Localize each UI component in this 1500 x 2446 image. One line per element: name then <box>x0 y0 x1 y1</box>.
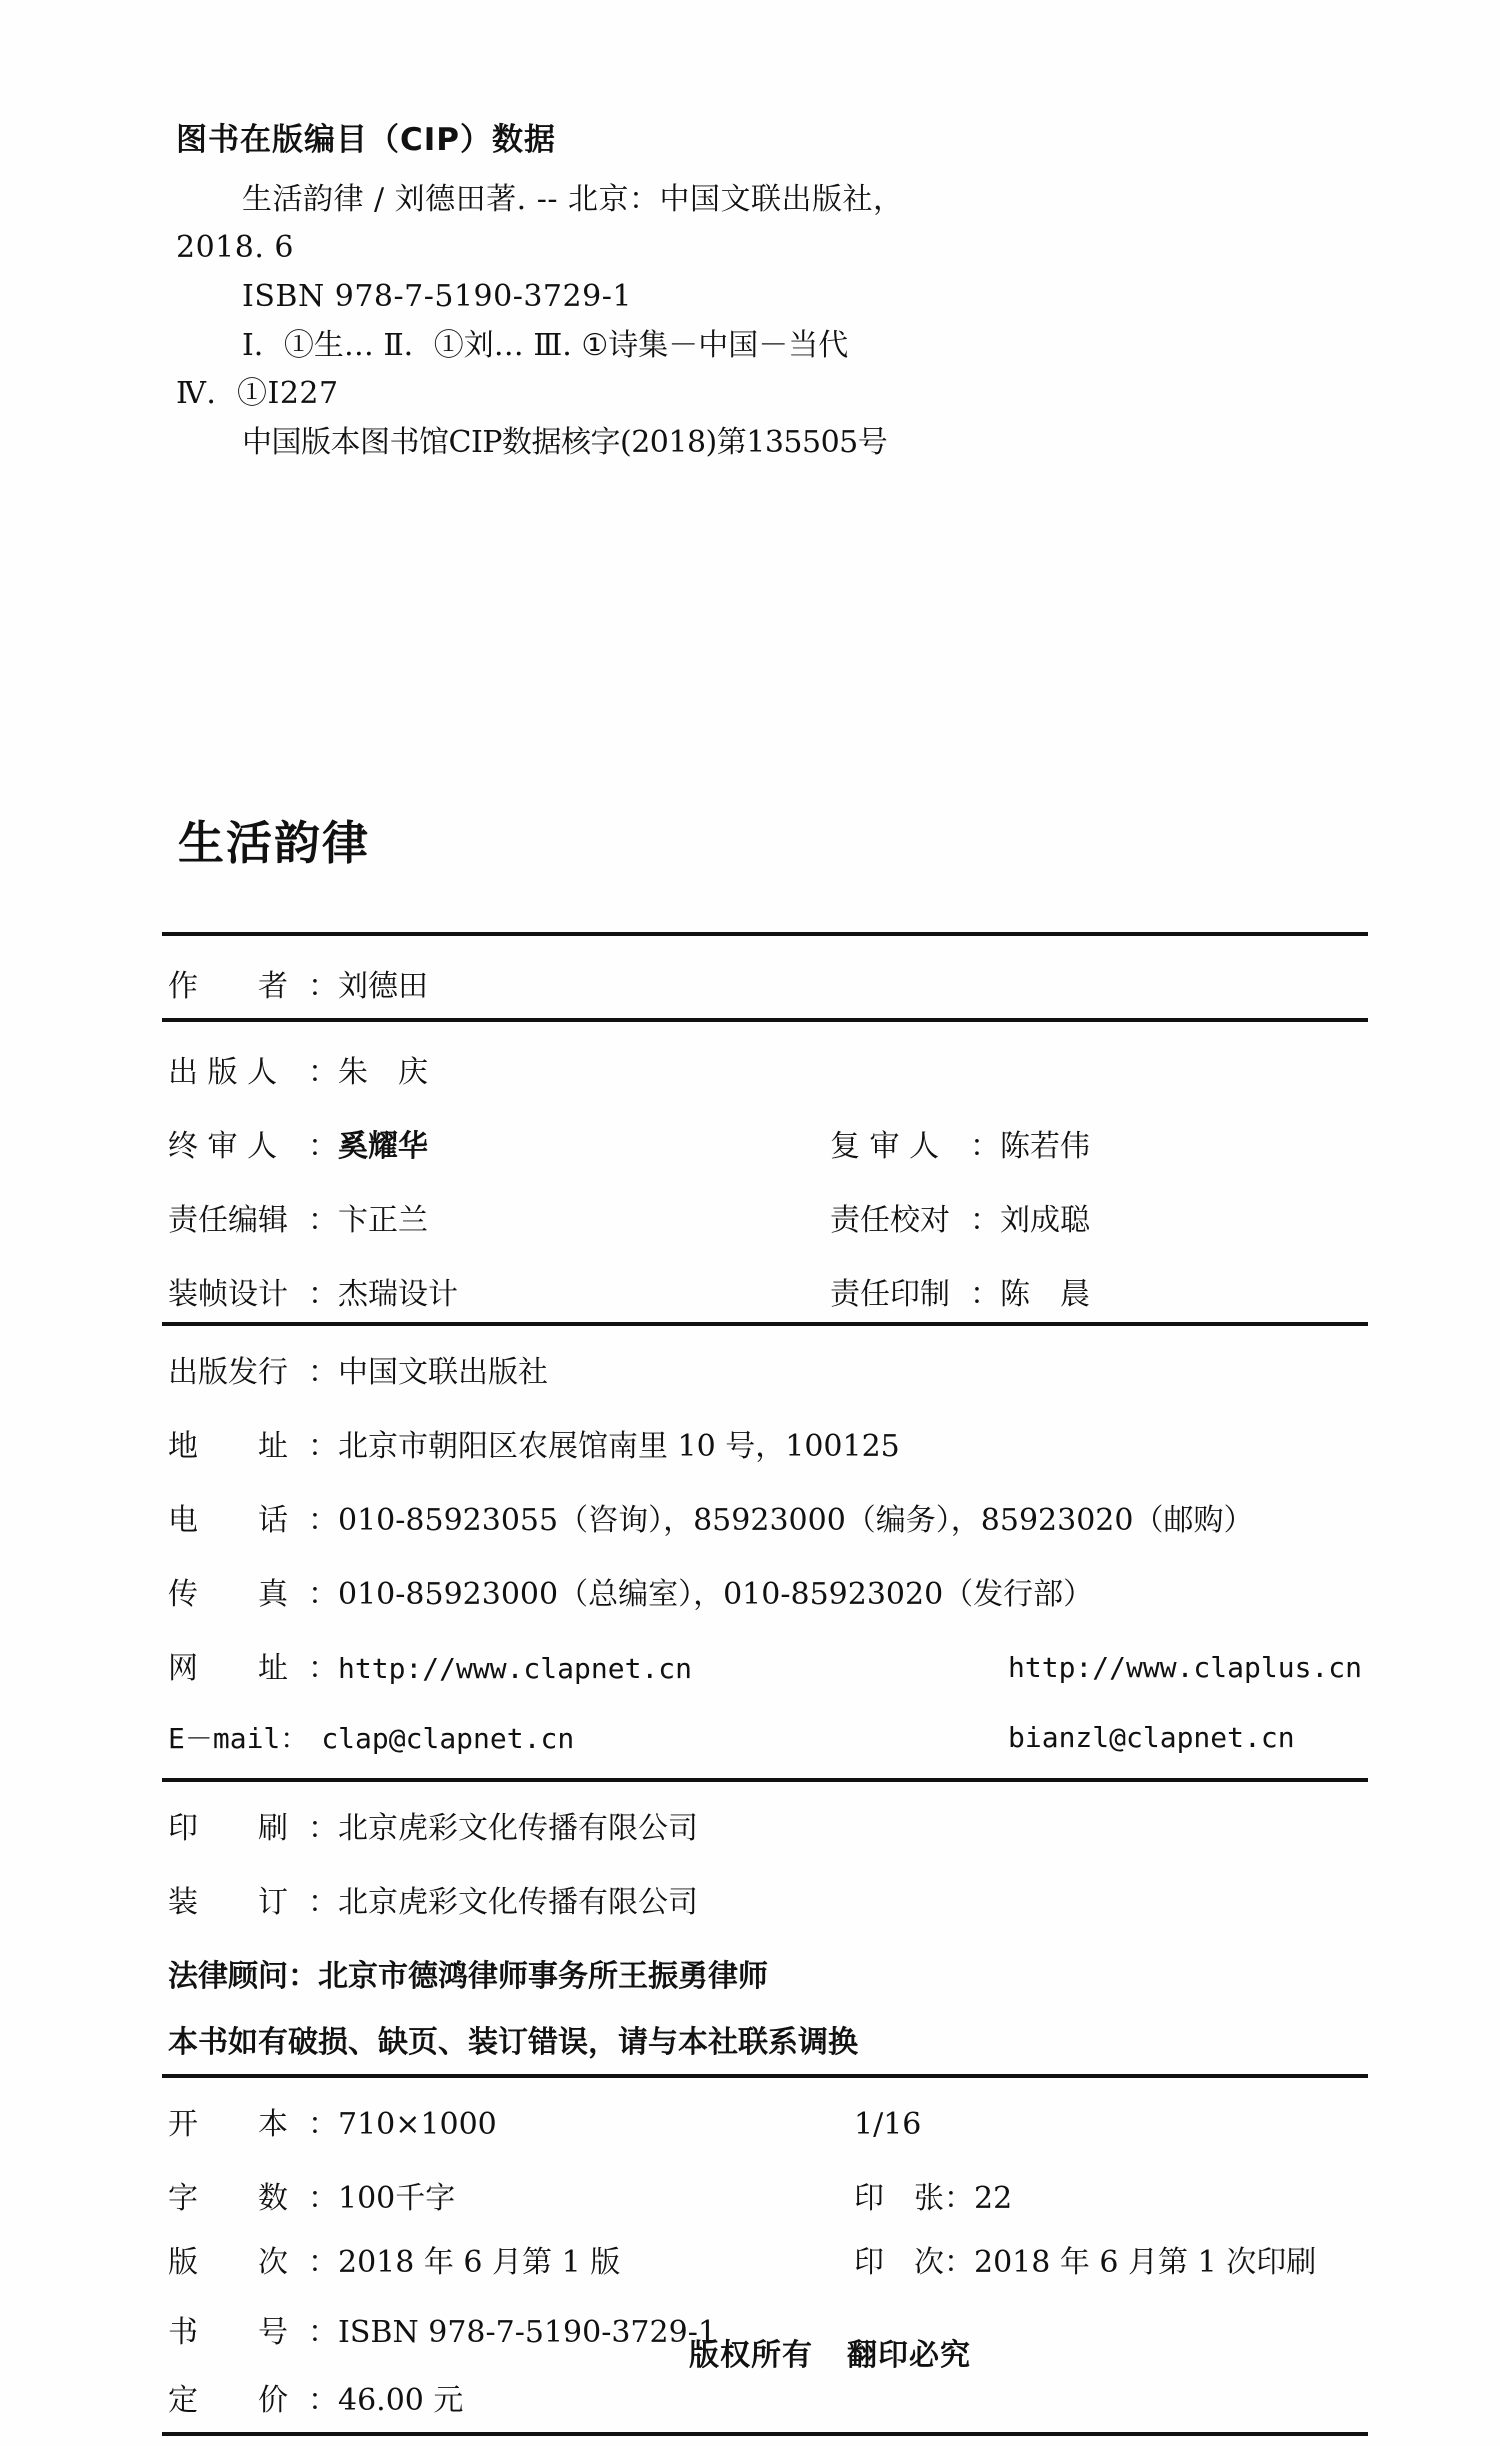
row-designer-printmanager: 装帧设计 ：杰瑞设计 责任印制 ：陈 晨 <box>168 1277 1090 1312</box>
row-price: 定 价 ：46.00 元 <box>168 2383 464 2418</box>
row-printer: 印 刷 ：北京虎彩文化传播有限公司 <box>168 1811 698 1846</box>
final-review-label: 终 审 人 <box>168 1129 278 1164</box>
proofreader-value: 刘成聪 <box>1000 1203 1090 1238</box>
email-label: E－mail <box>168 1722 281 1755</box>
row-wordcount: 字 数 ：100千字 印 张：22 <box>168 2181 1013 2216</box>
website-value-secondary[interactable]: http://www.claplus.cn <box>1008 1651 1363 1684</box>
cip-block <box>176 120 1356 467</box>
isbn-label: 书 号 <box>168 2315 288 2350</box>
impression-value: 2018 年 6 月第 1 次印刷 <box>974 2245 1317 2280</box>
cip-heading: 图书在版编目（CIP）数据 <box>176 122 557 158</box>
book-title: 生活韵律 <box>178 816 370 870</box>
phone-value: 010-85923055（咨询），85923000（编务），85923020（邮购） <box>338 1503 1254 1538</box>
second-review-label: 复 审 人 <box>830 1129 940 1164</box>
row-address: 地 址 ：北京市朝阳区农展馆南里 10 号，100125 <box>168 1429 900 1464</box>
edition-label: 版 次 <box>168 2245 288 2280</box>
author-value: 刘德田 <box>338 969 428 1004</box>
author-label: 作 者 <box>168 969 288 1004</box>
row-format: 开 本 ：710×1000 1/16 <box>168 2107 922 2142</box>
cip-classification-line-1: Ⅰ．①生… Ⅱ．①刘… Ⅲ. ①诗集－中国－当代 <box>242 327 849 363</box>
final-review-value: 奚耀华 <box>338 1129 428 1164</box>
publish-label: 出版发行 <box>168 1355 288 1390</box>
row-fax: 传 真 ：010-85923000（总编室），010-85923020（发行部） <box>168 1577 1094 1612</box>
reprint-prohibited-text: 翻印必究 <box>847 2338 971 2373</box>
exchange-note: 本书如有破损、缺页、装订错误，请与本社联系调换 <box>168 2025 858 2060</box>
copyright-reserved-text: 版权所有 <box>689 2338 813 2373</box>
row-binder: 装 订 ：北京虎彩文化传播有限公司 <box>168 1885 698 1920</box>
website-value-primary[interactable]: http://www.clapnet.cn <box>338 1652 693 1685</box>
edition-value: 2018 年 6 月第 1 版 <box>338 2245 621 2280</box>
format-ratio: 1/16 <box>854 2107 922 2142</box>
divider-under-title <box>162 932 1368 936</box>
publish-value: 中国文联出版社 <box>338 1355 548 1390</box>
divider-under-production <box>162 2074 1368 2078</box>
row-legal-counsel: 法律顾问：北京市德鸿律师事务所王振勇律师 <box>168 1959 768 1994</box>
website-label: 网 址 <box>168 1651 288 1686</box>
binder-label: 装 订 <box>168 1885 288 1920</box>
divider-under-contact <box>162 1778 1368 1782</box>
sheets-label: 印 张 <box>854 2181 944 2216</box>
price-value: 46.00 元 <box>338 2383 464 2418</box>
printer-label: 印 刷 <box>168 1811 288 1846</box>
editor-value: 卞正兰 <box>338 1203 428 1238</box>
proofreader-label: 责任校对 <box>830 1203 950 1238</box>
editor-label: 责任编辑 <box>168 1203 288 1238</box>
cip-record-number: 中国版本图书馆CIP数据核字(2018)第135505号 <box>242 424 888 460</box>
price-label: 定 价 <box>168 2383 288 2418</box>
designer-value: 杰瑞设计 <box>338 1277 458 1312</box>
wordcount-value: 100千字 <box>338 2181 456 2216</box>
divider-under-author <box>162 1018 1368 1022</box>
print-manager-value: 陈 晨 <box>1000 1277 1090 1312</box>
row-publisher: 出版发行 ：中国文联出版社 <box>168 1355 548 1390</box>
publisher-person-value: 朱 庆 <box>338 1055 428 1090</box>
row-phone: 电 话 ：010-85923055（咨询），85923000（编务），85923020（邮购） <box>168 1503 1254 1538</box>
publisher-person-label: 出 版 人 <box>168 1055 278 1090</box>
row-edition: 版 次 ：2018 年 6 月第 1 版 印 次：2018 年 6 月第 1 次印刷 <box>168 2245 1317 2280</box>
row-author: 作 者 ：刘德田 <box>168 969 428 1004</box>
row-website: 网 址 ：http://www.clapnet.cn http://www.claplus.cn <box>168 1651 1363 1686</box>
format-value: 710×1000 <box>338 2107 497 2142</box>
cip-date-line: 2018. 6 <box>176 230 295 266</box>
divider-above-footer <box>162 2432 1368 2436</box>
sheets-value: 22 <box>974 2181 1013 2216</box>
isbn-value: ISBN 978-7-5190-3729-1 <box>338 2315 717 2350</box>
email-value-primary[interactable]: clap@clapnet.cn <box>321 1722 575 1755</box>
fax-value: 010-85923000（总编室），010-85923020（发行部） <box>338 1577 1094 1612</box>
row-email: E－mail： clap@clapnet.cn bianzl@clapnet.cn <box>168 1721 1295 1755</box>
address-label: 地 址 <box>168 1429 288 1464</box>
binder-value: 北京虎彩文化传播有限公司 <box>338 1885 698 1920</box>
phone-label: 电 话 <box>168 1503 288 1538</box>
impression-label: 印 次 <box>854 2245 944 2280</box>
address-value: 北京市朝阳区农展馆南里 10 号，100125 <box>338 1429 900 1464</box>
legal-counsel-label: 法律顾问 <box>168 1959 288 1994</box>
print-manager-label: 责任印制 <box>830 1277 950 1312</box>
cip-classification-line-2: Ⅳ．①I227 <box>176 376 339 412</box>
row-exchange-note <box>168 2025 1378 2060</box>
legal-counsel-value: 北京市德鸿律师事务所王振勇律师 <box>318 1959 768 1994</box>
row-editor-proofreader: 责任编辑 ：卞正兰 责任校对 ：刘成聪 <box>168 1203 1090 1238</box>
email-value-secondary[interactable]: bianzl@clapnet.cn <box>1008 1721 1295 1754</box>
cip-title-line: 生活韵律 / 刘德田著. -- 北京：中国文联出版社， <box>242 181 904 217</box>
row-reviewers: 终 审 人 ：奚耀华 复 审 人 ：陈若伟 <box>168 1129 1090 1164</box>
cip-isbn-line: ISBN 978-7-5190-3729-1 <box>242 279 632 315</box>
second-review-value: 陈若伟 <box>1000 1129 1090 1164</box>
divider-under-credits <box>162 1322 1368 1326</box>
footer-copyright-notice <box>0 2330 1500 2374</box>
fax-label: 传 真 <box>168 1577 288 1612</box>
row-publisher-person: 出 版 人 ：朱 庆 <box>168 1055 428 1090</box>
wordcount-label: 字 数 <box>168 2181 288 2216</box>
row-isbn: 书 号 ：ISBN 978-7-5190-3729-1 <box>168 2315 717 2350</box>
format-label: 开 本 <box>168 2107 288 2142</box>
designer-label: 装帧设计 <box>168 1277 288 1312</box>
printer-value: 北京虎彩文化传播有限公司 <box>338 1811 698 1846</box>
